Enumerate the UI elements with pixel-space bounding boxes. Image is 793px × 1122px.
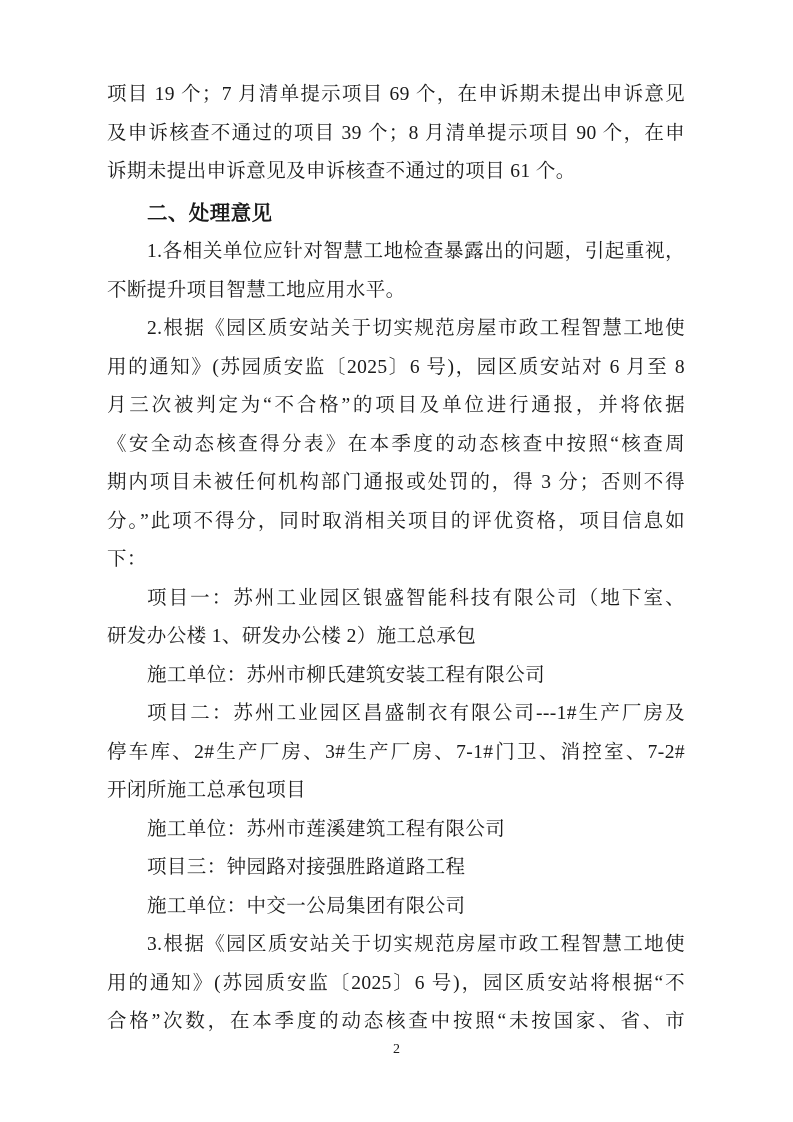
text-line: 2.根据《园区质安站关于切实规范房屋市政工程智慧工地使 bbox=[147, 318, 685, 339]
text-line: 下： bbox=[107, 549, 147, 570]
construction-unit-one: 施工单位：苏州市柳氏建筑安装工程有限公司 bbox=[147, 664, 546, 686]
text-line: 3.根据《园区质安站关于切实规范房屋市政工程智慧工地使 bbox=[147, 934, 685, 955]
text-line: 不断提升项目智慧工地应用水平。 bbox=[107, 279, 406, 301]
page-number: 2 bbox=[393, 1042, 400, 1057]
text-line: 合格”次数，在本季度的动态核查中按照“未按国家、省、市 bbox=[107, 1011, 685, 1032]
project-two-line: 开闭所施工总承包项目 bbox=[107, 780, 307, 801]
heading-processing-opinions: 二、处理意见 bbox=[147, 201, 273, 225]
text-line: 分。”此项不得分，同时取消相关项目的评优资格，项目信息如 bbox=[107, 510, 685, 532]
project-three-line: 项目三：钟园路对接强胜路道路工程 bbox=[147, 857, 466, 878]
construction-unit-two: 施工单位：苏州市莲溪建筑工程有限公司 bbox=[147, 818, 506, 840]
project-one-line: 研发办公楼 1、研发办公楼 2）施工总承包 bbox=[107, 626, 477, 647]
text-line: 项目 19 个；7 月清单提示项目 69 个，在申诉期未提出申诉意见 bbox=[107, 84, 685, 105]
construction-unit-three: 施工单位：中交一公局集团有限公司 bbox=[147, 895, 466, 917]
text-line: 诉期未提出申诉意见及申诉核查不通过的项目 61 个。 bbox=[107, 161, 576, 182]
text-line: 1.各相关单位应针对智慧工地检查暴露出的问题，引起重视， bbox=[147, 241, 685, 262]
text-line: 及申诉核查不通过的项目 39 个；8 月清单提示项目 90 个，在申 bbox=[107, 122, 685, 144]
text-line: 用的通知》(苏园质安监〔2025〕6 号)，园区质安站对 6 月至 8 bbox=[107, 356, 685, 378]
project-two-line: 项目二：苏州工业园区昌盛制衣有限公司---1#生产厂房及 bbox=[147, 703, 685, 724]
document-body bbox=[107, 76, 685, 1042]
text-line: 《安全动态核查得分表》在本季度的动态核查中按照“核查周 bbox=[107, 433, 685, 455]
project-one-line: 项目一：苏州工业园区银盛智能科技有限公司（地下室、 bbox=[147, 587, 685, 609]
text-line: 用的通知》(苏园质安监〔2025〕6 号)，园区质安站将根据“不 bbox=[107, 972, 685, 994]
project-two-line: 停车库、2#生产厂房、3#生产厂房、7-1#门卫、消控室、7-2# bbox=[107, 741, 685, 763]
text-line: 期内项目未被任何机构部门通报或处罚的，得 3 分；否则不得 bbox=[107, 472, 685, 493]
text-line: 月三次被判定为“不合格”的项目及单位进行通报，并将依据 bbox=[107, 395, 685, 416]
